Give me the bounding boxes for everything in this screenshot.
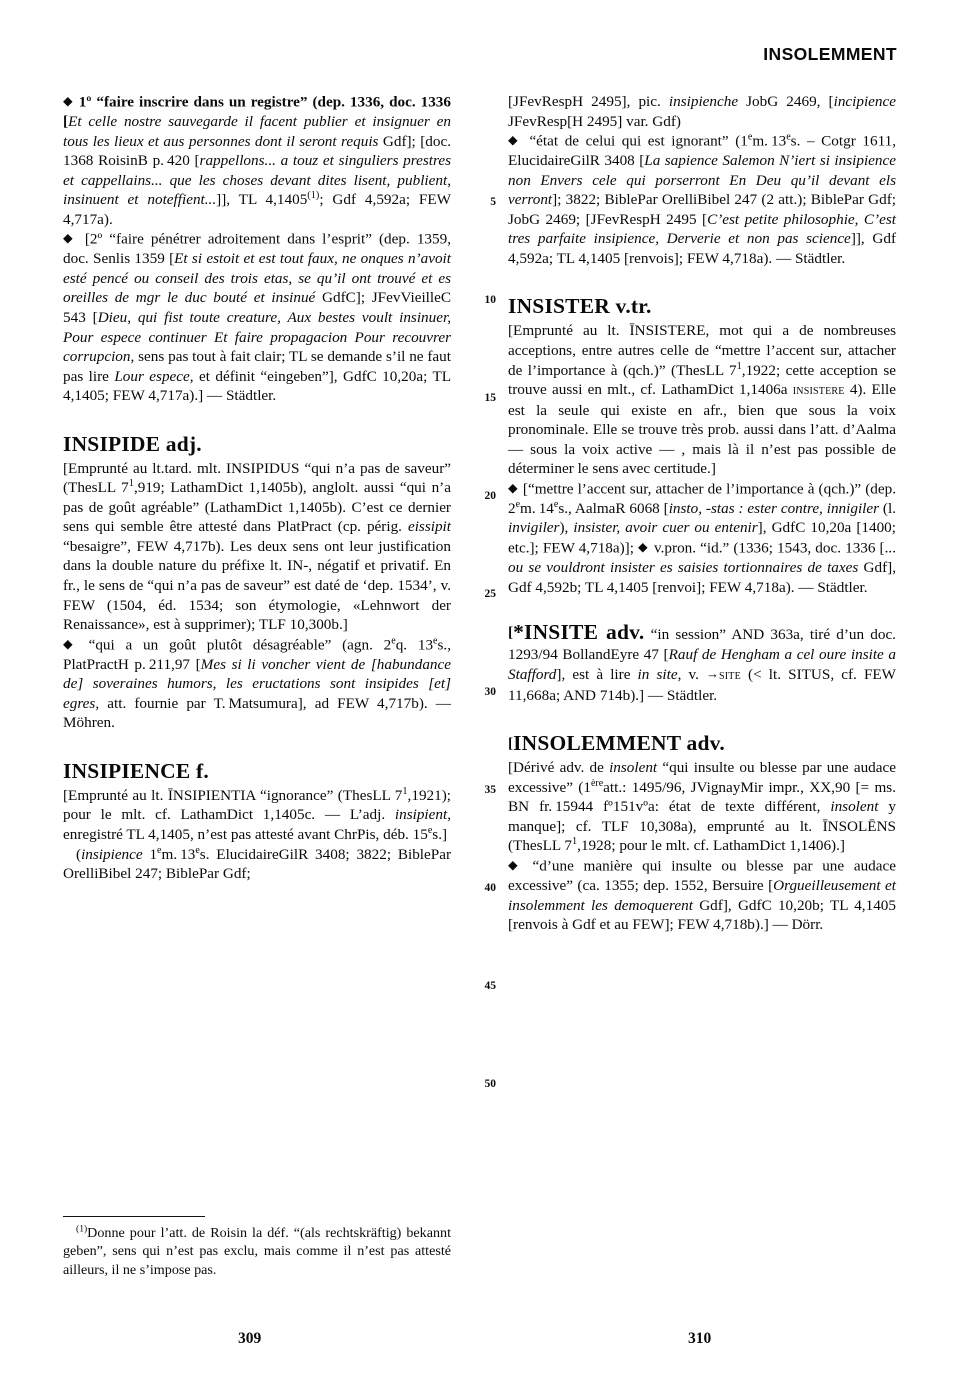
insipience-cont-italic-2: incipience [833,93,896,110]
insipience-etym-text-1: [Emprunté au lt. ĪNSIPIENTIA “ignorance” (ThesLL 7 [63,786,403,804]
insipience-forms-text-1: ( [76,845,82,863]
sense-2-text-1: [2º “faire pénétrer adroitement dans l’esprit” (dep. 1359, doc. Senlis 1359 [ [63,230,451,268]
insister-sense-sup-2: e [553,498,559,510]
insipience-sense-sup-2: e [786,131,791,143]
pos-insipience: f. [190,758,209,783]
footnote-reference-marker[interactable]: (1) [307,190,320,202]
insister-sense-text-6: ], GdfC 10,20a [1400; etc.]; FEW 4,718a)]; [508,519,896,557]
line-number: 35 [484,784,496,796]
insolemment-sense [508,856,896,935]
entry-heading-insipience [63,759,451,786]
insolemment-etym-italic-1: insolent [609,759,658,777]
insipience-cont-italic-1: insipienche [668,93,739,110]
insipide-etym-text-3: “besaigre”, FEW 4,717b). Les deux sens ont leur justification dans la double nature du préfixe lt. IN-, négatif et privatif. En fr., le sens de “qui n’a pas de saveur” est daté de ‘dep. 1534’, v. FEW (1504, éd. 1534; son étymologie, «Lehnwort der Renaissance», est à supprimer); TLF 10,300b.] [63,537,451,634]
sense-2-citation-3: Lour espece [114,367,190,385]
insipide-sense-text-2: q. 13 [395,636,434,654]
insipience-sense-text-4: ]; 3822; BiblePar OrelliBibel 247 (2 att.); BiblePar Gdf; JobG 2469; [JFevRespH 2495 [ [508,191,896,228]
insolemment-sense-citation: Orgueilleusement et insolemment les demoquerent [508,877,896,914]
insipide-sense-text-1: “qui a un goût plutôt désagréable” (agn. 2 [88,636,392,654]
insipience-etym-sup-1: 1 [402,785,408,797]
insipide-etym-italic-1: eissipit [407,518,451,536]
insipide-etymology [63,459,451,635]
insipience-etym-sup-2: e [427,824,433,836]
line-number: 20 [484,490,496,502]
insipide-etym-sup-1: 1 [128,478,134,490]
headword-insipience: INSIPIENCE [63,758,191,783]
insister-sense-text-1: [“mettre l’accent sur, attacher de l’importance à (qch.)” (dep. 2 [508,480,896,517]
insipience-etymology [63,786,451,845]
insite-citation-1: Rauf de Hengham a cel oure insite a Stafford [508,645,896,684]
diamond-marker-icon: ◆ [63,231,76,246]
insipience-forms-italic-1: insipience [81,845,143,863]
sense-2-paragraph [63,229,451,405]
folio-right: 310 [688,1330,712,1347]
pos-insite: adv. [598,620,645,645]
insipide-etym-text-1: [Emprunté au lt.tard. mlt. INSIPIDUS “qui n’a pas de saveur” (ThesLL 7 [63,459,451,497]
insister-etym-sup-1: 1 [736,360,742,372]
right-column [508,92,896,935]
insister-sense-text-4: (l. [879,499,896,517]
insipience-forms-sup-2: e [195,844,200,856]
insipience-sense-text-3: s. – Cotgr 1611, ElucidaireGilR 3408 [ [508,132,896,170]
line-number: 5 [490,196,496,208]
line-number: 10 [484,294,496,306]
insipience-sense-text-5: ]], Gdf 4,592a; TL 4,1405 [renvois]; FEW 4,718a). — Städtler. [508,230,897,267]
insipience-sense-sup-1: e [747,131,753,143]
sense-1-paragraph [63,92,451,229]
insipience-forms-text-4: s. ElucidaireGilR 3408; 3822; BiblePar OrelliBibel 247; BiblePar Gdf; [63,845,451,883]
insister-sense [508,479,896,597]
insipience-etym-text-2: ,1921); pour le mlt. cf. LathamDict 1,1405c. — L’adj. [63,786,451,824]
footnote-rule [63,1216,205,1217]
sense-2-text-3: , sens pas tout à fait clair; TL se demande s’il ne faut pas lire [63,348,451,385]
sense-2-citation-2: Dieu, qui fist toute creature, Aux bestes voult insinuer, Pour espece continuer Et faire propagacion Pour recouvrer corrupcion [63,309,452,366]
entry-spacer [63,406,451,432]
insolemment-etymology [508,758,896,856]
diamond-marker-icon: ◆ [508,480,518,495]
insolemment-lead-bracket: [ [508,735,514,753]
insipience-sense-text-2: m. 13 [752,132,787,150]
insite-lead-bracket: [ [508,624,514,642]
insolemment-sense-text-1: “d’une manière qui insulte ou blesse par une audace excessive” (ca. 1355; dep. 1552, Bersuire [ [508,857,896,895]
insister-etym-text-2: ,1922; cette acception se trouve aussi en mlt., cf. LathamDict 1,1406a [508,361,896,399]
insister-etym-text-1: [Emprunté au lt. ĪNSISTERE, mot qui a de nombreuses acceptions, entre autres celle de “mettre l’accent sur, attacher de l’importance à (qch.)” (ThesLL 7 [508,322,896,379]
sense-1-citation-2: rappellons... a touz et singuliers prestres et cappellains... que les choses devant dites lisent, publient, insinuent et noteffient... [63,152,451,209]
pos-insipide: adj. [160,431,202,456]
insolemment-etym-text-4: y manque]; cf. TLF 10,308a), emprunté au lt. ĪNSOLĒNS (ThesLL 7 [508,798,896,855]
insipience-sense-text-1: “état de celui qui est ignorant” (1 [529,132,748,150]
insipience-forms-text-3: m. 13 [161,845,196,863]
entry-spacer [508,268,896,294]
insister-sense-text-3: s., AalmaR 6068 [ [558,499,669,517]
insipience-cont-text-2: JobG 2469, [ [738,93,834,110]
insite-crossref-site[interactable]: site [719,667,741,684]
line-number: 45 [484,980,496,992]
footnote-number: (1) [76,1223,88,1235]
insipience-etym-text-4: s.] [432,826,448,843]
insolemment-etym-sup-1: 1 [571,836,578,848]
headword-insite: *INSITE [513,620,599,645]
insipience-forms [63,845,451,884]
insister-etym-smallcaps: insistere [792,382,845,399]
diamond-marker-icon: ◆ [63,636,80,651]
insister-sense-text-7: v.pron. “id.” (1336; 1543, doc. 1336 [... [649,539,896,557]
left-column [63,92,451,884]
sense-1-citation-1: Et celle nostre sauvegarde il facent publier et insignuer en tous les lieux et aus personnes dont il seront requis [63,113,451,150]
entry-spacer [508,705,896,731]
running-head: INSOLEMMENT [763,44,897,64]
insipide-sense-text-3: s., PlatPractH p. 211,97 [ [63,636,452,673]
insipience-cont-text-1: [JFevRespH 2495], pic. [508,93,669,110]
diamond-marker-icon: ◆ [508,858,524,872]
insipience-etym-italic-1: insipient [394,806,448,824]
insipience-sense-citation-1: La sapience Salemon N’iert si insipience non Envers cele qui porserront En Deu qu’il devant els verront [508,152,896,209]
sense-2-text-2: GdfC]; JFevVieilleC 543 [ [63,289,451,327]
insolemment-etym-text-3: att.: 1495/96, JVignayMir impr., XX,90 [= ms. BN fr. 15944 fº151vºa: état de texte différent, [508,778,896,816]
pos-insolemment: adv. [680,731,725,756]
diamond-marker-icon: ◆ [63,94,74,108]
insister-etymology [508,321,896,478]
sense-2-citation-1: Et si estoit et est tout faux, ne onques n’avoit esté pencé ou conseil des trois etas, se qu’il ont trouvé et es oreilles de mgr le duc bouté et insinué [63,250,451,307]
line-number: 30 [484,686,496,698]
insister-sense-sup-1: e [515,498,521,510]
insolemment-etym-text-1: [Dérivé adv. de [508,759,610,777]
diamond-marker-icon: ◆ [508,133,521,148]
insolemment-etym-text-2: “qui insulte ou blesse par une audace excessive” (1 [508,759,896,796]
insister-etym-text-3: 4). Elle est la seule qui existe en afr., bien que sous la voix pronominale. Elle se trouve très prob. aussi dans l’att. d’Aalma — sous la voix active — , mais là il n’est pas possible de déterminer le sens avec certitude.] [508,381,896,478]
folio-left: 309 [238,1330,262,1347]
line-number: 40 [484,882,496,894]
insister-sense-text-2: m. 14 [520,499,554,517]
sense-1-text-1: 1º “faire inscrire dans un registre” (dep. 1336, doc. 1336 [ [63,93,451,131]
insipience-etym-text-3: , enregistré TL 4,1405, n’est pas attesté avant ChrPis, déb. 15 [63,806,451,843]
insister-sense-citation-3: insister, avoir cuer ou entenir [573,519,758,537]
line-number: 25 [484,588,496,600]
insite-text-2: ], est à lire [556,666,638,684]
insolemment-sense-text-2: Gdf], GdfC 10,20b; TL 4,1405 [renvois à Gdf et au FEW]; FEW 4,718b).] — Dörr. [508,896,896,934]
insipience-sense-citation-2: C’est petite philosophie, C’est tres parfaite insipience, Derverie et non pas science [508,210,896,248]
footnote-body: Donne pour l’att. de Roisin la déf. “(als rechtskräftig) bekannt geben”, sens qui n’est pas exclu, mais comme il n’est pas attesté ailleurs, il ne s’impose pas. [63,1225,451,1278]
sense-1-text-4: ; Gdf 4,592a; FEW 4,717a). [63,191,451,228]
insister-sense-citation-1: insto, -stas : ester contre, innigiler [668,499,880,517]
entry-heading-insister [508,294,896,321]
entry-spacer [63,733,451,759]
diamond-marker-icon: ◆ [638,539,648,554]
footnote-text [63,1224,451,1279]
headword-insolemment: INSOLEMMENT [513,731,681,756]
insipide-etym-text-2: ,919; LathamDict 1,1405b), anglolt. aussi “qui n’a pas de goût agréable” (LathamDict 1,1405b). C’est ce dernier sens qui semble être attesté dans PlatPract (cp. périg. [63,479,451,536]
insipience-continued [508,92,896,131]
insite-citation-2: in site [637,666,678,684]
entry-insite [508,620,897,705]
insipience-forms-sup-1: e [157,844,162,856]
insite-text-4: (< lt. SITUS, cf. FEW 11,668a; AND 714b).] — Städtler. [508,666,897,704]
pos-insister: v.tr. [609,294,652,319]
insister-sense-citation-4: ou se vouldront insister es saisies tortionnaires de taxes [508,558,859,576]
insipide-sense-sup-2: e [433,635,438,647]
footnote-block [63,1216,451,1279]
line-number: 15 [484,392,496,404]
insite-text-1: “in session” AND 363a, tiré d’un doc. 1293/94 BollandEyre 47 [ [508,626,896,663]
insolemment-etym-italic-2: insolent [830,798,879,816]
sense-1-text-3: ]], TL 4,1405 [216,191,308,209]
insister-sense-text-8: Gdf], Gdf 4,592b; TL 4,1405 [renvoi]; FEW 4,718a). — Städtler. [508,558,896,596]
headword-insister: INSISTER [508,294,610,319]
insipide-sense-sup-1: e [391,635,396,647]
cross-reference-arrow-icon: → [706,666,720,682]
entry-heading-insolemment [508,731,896,758]
insipide-sense-citation: Mes si li voncher vient de [habundance de] soveraines humors, les eructations sont insipides [et] egres [63,655,451,712]
insite-text-3: , v. [677,666,707,684]
insipience-forms-text-2: 1 [142,845,158,863]
insipience-cont-text-3: JFevResp[H 2495] var. Gdf) [508,112,681,130]
entry-heading-insipide [63,432,451,459]
insister-sense-text-5: ), [559,519,574,537]
insipide-sense-text-4: , att. fournie par T. Matsumura], ad FEW 4,717b). — Möhren. [63,694,451,732]
insipience-sense [508,131,896,268]
insolemment-etym-text-5: ,1928; pour le mlt. cf. LathamDict 1,1406).] [577,837,845,855]
insister-sense-citation-2: invigiler [508,519,560,537]
sense-1-text-2: Gdf]; [doc. 1368 RoisinB p. 420 [ [63,132,451,170]
line-number: 50 [484,1078,496,1090]
headword-insipide: INSIPIDE [63,431,161,456]
sense-2-text-4: , et définit “eingeben”], GdfC 10,20a; TL 4,1405; FEW 4,717a).] — Städtler. [63,367,452,405]
insolemment-etym-sup-ere: ère [590,777,604,789]
insipide-sense [63,635,451,733]
